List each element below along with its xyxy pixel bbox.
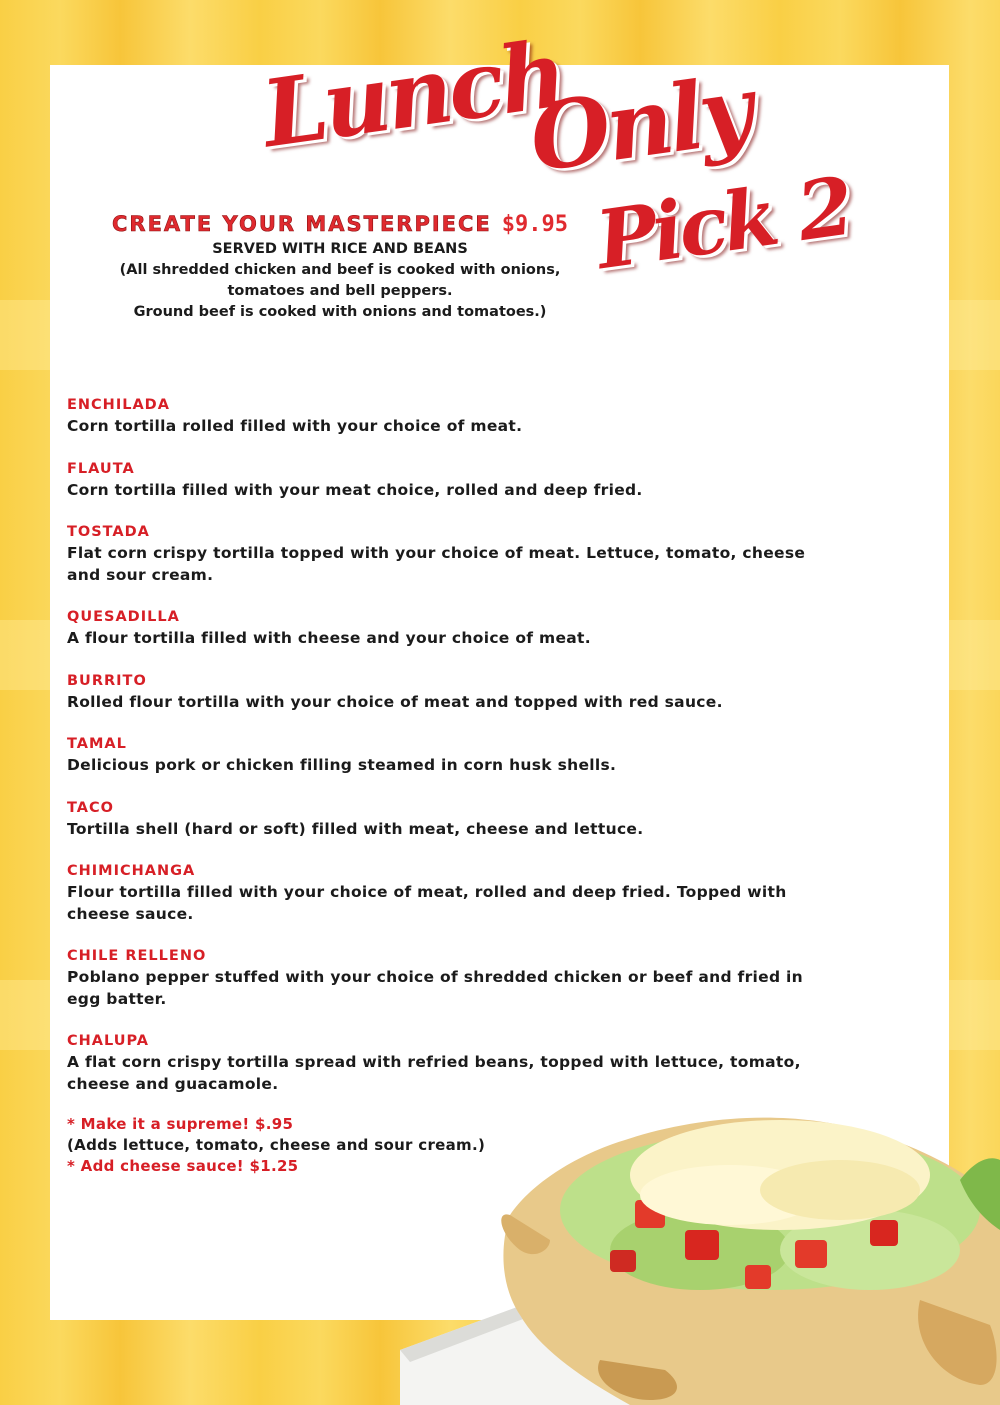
menu-item [67,946,807,1010]
menu-item-name: TOSTADA [67,524,150,540]
headline [60,212,620,237]
menu-items-list [67,395,807,1116]
menu-item-description: Poblano pepper stuffed with your choice of shredded chicken or beef and fried in egg batter. [67,968,803,1008]
menu-item [67,861,807,925]
menu-item-description: Flour tortilla filled with your choice of meat, rolled and deep fried. Topped with cheese sauce. [67,883,787,923]
title-lunch: Lunch [255,19,570,169]
menu-item [67,607,807,650]
headline-price: $9.95 [501,212,569,237]
title-only: Only [523,55,756,193]
menu-item-description: A flour tortilla filled with cheese and your choice of meat. [67,629,591,647]
menu-item-description: Tortilla shell (hard or soft) filled with meat, cheese and lettuce. [67,819,644,838]
menu-item-name: CHIMICHANGA [67,863,196,879]
menu-item-name: TAMAL [67,736,127,752]
menu-item-description: Flat corn crispy tortilla topped with your choice of meat. Lettuce, tomato, cheese and sour cream. [67,544,806,584]
menu-header [60,212,620,323]
menu-item-name: TACO [67,799,114,816]
taco-salad-photo [400,1100,1000,1405]
menu-item-name: ENCHILADA [67,397,170,413]
cooking-note: (All shredded chicken and beef is cooked with onions, tomatoes and bell peppers. Ground beef is cooked with onions and tomatoes.) [119,262,561,320]
menu-item-name: CHILE RELLENO [67,948,207,964]
served-with-text: SERVED WITH RICE AND BEANS [212,241,468,257]
menu-item [67,522,807,586]
menu-item-description: Corn tortilla filled with your meat choice, rolled and deep fried. [67,480,643,499]
menu-item-description: Corn tortilla rolled filled with your choice of meat. [67,417,523,435]
headline-text: CREATE YOUR MASTERPIECE [111,212,492,236]
menu-item-name: FLAUTA [67,460,135,477]
menu-item-description: A flat corn crispy tortilla spread with refried beans, topped with lettuce, tomato, cheese and guacamole. [67,1053,801,1093]
menu-item [67,1031,807,1095]
menu-item [67,734,807,777]
menu-item-description: Delicious pork or chicken filling steamed in corn husk shells. [67,756,617,774]
menu-item-name: BURRITO [67,672,147,689]
menu-item [67,798,807,841]
menu-item [67,395,807,438]
cheese-sauce-addon: * Add cheese sauce! $1.25 [67,1157,299,1175]
supreme-upgrade: * Make it a supreme! $.95 [67,1115,294,1133]
menu-item [67,671,807,714]
title-pick-2: Pick 2 [590,158,856,288]
supreme-upgrade-note: (Adds lettuce, tomato, cheese and sour cream.) [67,1136,486,1154]
menu-item-name: CHALUPA [67,1033,150,1049]
menu-item-description: Rolled flour tortilla with your choice of meat and topped with red sauce. [67,692,723,711]
menu-item-name: QUESADILLA [67,609,180,625]
menu-item [67,459,807,502]
